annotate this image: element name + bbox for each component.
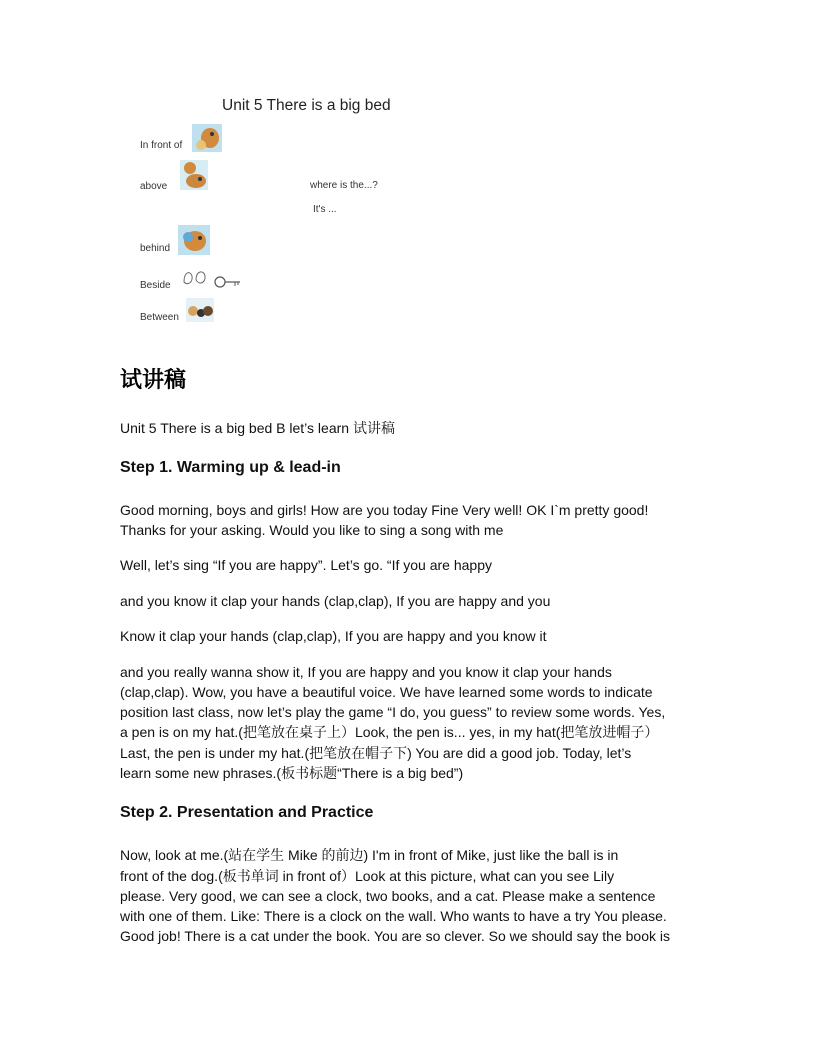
step1-paragraph-5-line-5: Last, the pen is under my hat.(把笔放在帽子下) You are did a good job. Today, let’s bbox=[120, 745, 632, 761]
board-title: Unit 5 There is a big bed bbox=[222, 97, 391, 114]
label-where-is: where is the...? bbox=[310, 180, 378, 191]
step2-paragraph-1-line-4: with one of them. Like: There is a clock on the wall. Who wants to have a try You please. bbox=[120, 908, 667, 924]
step1-heading: Step 1. Warming up & lead-in bbox=[120, 459, 341, 476]
step1-paragraph-5-line-1: and you really wanna show it, If you are happy and you know it clap your hands bbox=[120, 664, 612, 680]
step2-heading: Step 2. Presentation and Practice bbox=[120, 804, 374, 821]
label-in-front-of: In front of bbox=[140, 140, 183, 151]
step1-paragraph-5-line-3: position last class, now let’s play the game “I do, you guess” to review some words. Yes, bbox=[120, 704, 666, 720]
label-beside: Beside bbox=[140, 280, 171, 291]
dog-ball-behind-picture bbox=[178, 225, 210, 255]
step1-paragraph-1-line-2: Thanks for your asking. Would you like to sing a song with me bbox=[120, 522, 504, 538]
step1-paragraph-5-line-2: (clap,clap). Wow, you have a beautiful voice. We have learned some words to indicate bbox=[120, 684, 653, 700]
step2-paragraph-1-line-2: front of the dog.(板书单词 in front of）Look at this picture, what can you see Lily bbox=[120, 868, 615, 884]
label-above: above bbox=[140, 181, 168, 192]
step1-paragraph-2: Well, let’s sing “If you are happy”. Let’s go. “If you are happy bbox=[120, 557, 492, 573]
step1-paragraph-5-line-6: learn some new phrases.(板书标题“There is a big bed”) bbox=[120, 765, 464, 781]
dog-ball-picture bbox=[192, 124, 222, 152]
step1-paragraph-3: and you know it clap your hands (clap,clap), If you are happy and you bbox=[120, 593, 551, 609]
doc-heading: 试讲稿 bbox=[120, 368, 187, 393]
label-behind: behind bbox=[140, 243, 171, 254]
kids-between-picture bbox=[186, 298, 214, 322]
step1-paragraph-5-line-4: a pen is on my hat.(把笔放在桌子上）Look, the pen is... yes, in my hat(把笔放进帽子） bbox=[120, 724, 659, 740]
dog-ball-above-picture bbox=[180, 160, 208, 190]
label-its: It's ... bbox=[313, 204, 337, 215]
step2-paragraph-1-line-1: Now, look at me.(站在学生 Mike 的前边) I'm in front of Mike, just like the ball is in bbox=[120, 847, 619, 863]
shoes-and-key-picture bbox=[180, 266, 244, 290]
doc-subtitle: Unit 5 There is a big bed B let’s learn 试讲稿 bbox=[120, 420, 395, 436]
step1-paragraph-1-line-1: Good morning, boys and girls! How are you today Fine Very well! OK I`m pretty good! bbox=[120, 502, 649, 518]
step2-paragraph-1-line-3: please. Very good, we can see a clock, two books, and a cat. Please make a sentence bbox=[120, 888, 656, 904]
label-between: Between bbox=[140, 312, 179, 323]
step2-paragraph-1-line-5: Good job! There is a cat under the book. You are so clever. So we should say the book is bbox=[120, 928, 670, 944]
step1-paragraph-4: Know it clap your hands (clap,clap), If you are happy and you know it bbox=[120, 628, 547, 644]
board-writing-image bbox=[0, 0, 816, 340]
